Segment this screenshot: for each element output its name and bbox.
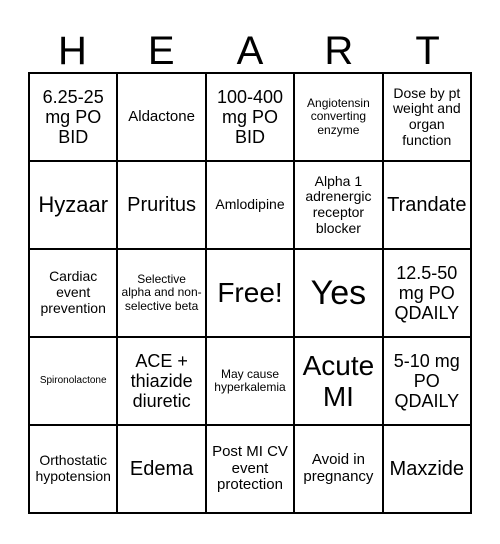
free-space-cell[interactable]: Free! bbox=[206, 249, 294, 337]
bingo-cell[interactable]: 5-10 mg PO QDAILY bbox=[383, 337, 471, 425]
bingo-cell[interactable]: Yes bbox=[294, 249, 382, 337]
bingo-cell[interactable]: Hyzaar bbox=[29, 161, 117, 249]
bingo-cell[interactable]: Post MI CV event protection bbox=[206, 425, 294, 513]
bingo-cell[interactable]: Cardiac event prevention bbox=[29, 249, 117, 337]
bingo-cell[interactable]: Spironolactone bbox=[29, 337, 117, 425]
header-letter-e: E bbox=[147, 29, 175, 73]
bingo-cell[interactable]: Aldactone bbox=[117, 73, 205, 161]
bingo-cell[interactable]: Pruritus bbox=[117, 161, 205, 249]
bingo-cell[interactable]: Amlodipine bbox=[206, 161, 294, 249]
bingo-cell[interactable]: Edema bbox=[117, 425, 205, 513]
bingo-board bbox=[28, 72, 472, 514]
header-letter-a: A bbox=[236, 29, 264, 73]
bingo-cell[interactable]: Trandate bbox=[383, 161, 471, 249]
bingo-cell[interactable]: Acute MI bbox=[294, 337, 382, 425]
bingo-cell[interactable]: Dose by pt weight and organ function bbox=[383, 73, 471, 161]
bingo-cell[interactable]: May cause hyperkalemia bbox=[206, 337, 294, 425]
bingo-cell[interactable]: ACE + thiazide diuretic bbox=[117, 337, 205, 425]
header-letter-r: R bbox=[324, 29, 354, 73]
bingo-cell[interactable]: 100-400 mg PO BID bbox=[206, 73, 294, 161]
bingo-cell[interactable]: Angiotensin converting enzyme bbox=[294, 73, 382, 161]
header-letter-h: H bbox=[57, 29, 87, 73]
bingo-cell[interactable]: Alpha 1 adrenergic receptor blocker bbox=[294, 161, 382, 249]
bingo-cell[interactable]: 6.25-25 mg PO BID bbox=[29, 73, 117, 161]
bingo-cell[interactable]: Orthostatic hypotension bbox=[29, 425, 117, 513]
bingo-cell[interactable]: Avoid in pregnancy bbox=[294, 425, 382, 513]
bingo-header bbox=[28, 30, 472, 72]
bingo-cell[interactable]: Selective alpha and non-selective beta bbox=[117, 249, 205, 337]
bingo-cell[interactable]: 12.5-50 mg PO QDAILY bbox=[383, 249, 471, 337]
header-letter-t: T bbox=[415, 29, 440, 73]
bingo-cell[interactable]: Maxzide bbox=[383, 425, 471, 513]
